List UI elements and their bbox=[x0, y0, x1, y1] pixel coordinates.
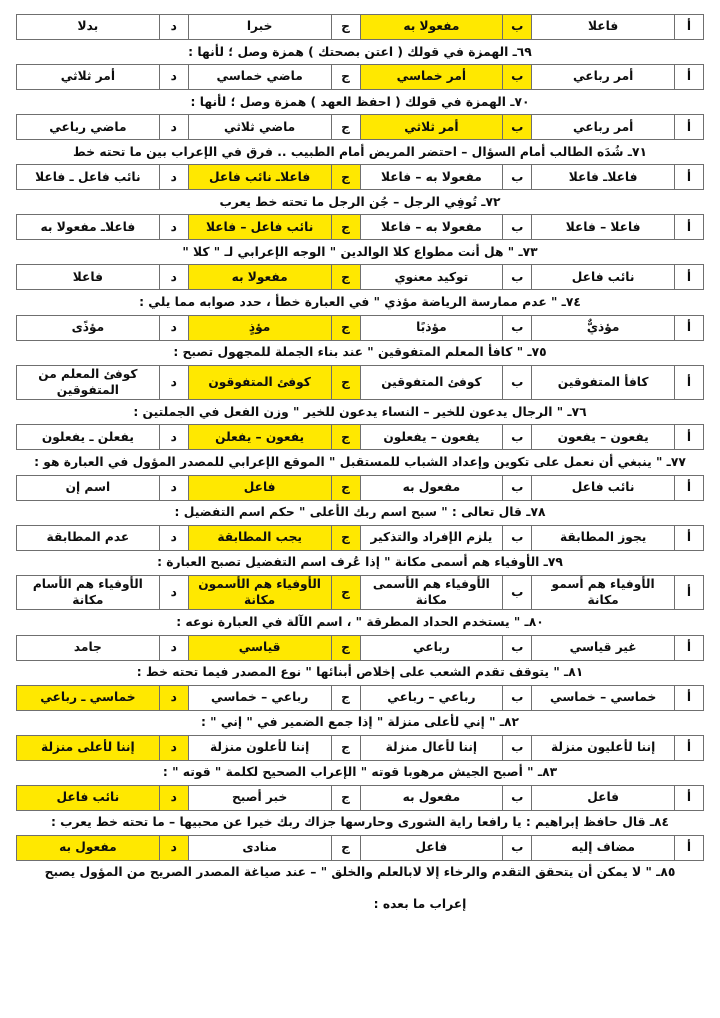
option-key-a: أ bbox=[675, 635, 704, 660]
options-table bbox=[16, 64, 704, 90]
option-value-a[interactable]: أمر رباعي bbox=[532, 65, 675, 90]
option-key-d: د bbox=[159, 475, 188, 500]
option-key-a: أ bbox=[675, 475, 704, 500]
table-row bbox=[17, 635, 704, 660]
question-block-73 bbox=[16, 240, 704, 290]
option-value-a[interactable]: أمر رباعي bbox=[532, 115, 675, 140]
option-value-d[interactable]: كوفئ المعلم من المتفوقين bbox=[17, 365, 160, 400]
option-value-b[interactable]: إننا لأعال منزلة bbox=[360, 735, 503, 760]
question-prompt: ٨٠ـ " يستخدم الحداد المطرقة " ، اسم الآلة في العبارة نوعه : bbox=[176, 614, 544, 629]
option-key-b: ب bbox=[503, 575, 532, 610]
question-block-81 bbox=[16, 661, 704, 711]
option-value-a[interactable]: يجوز المطابقة bbox=[532, 525, 675, 550]
question-block-72 bbox=[16, 190, 704, 240]
question-block-77 bbox=[16, 450, 704, 500]
option-key-d: د bbox=[159, 635, 188, 660]
question-block-69 bbox=[16, 40, 704, 90]
option-key-c: ج bbox=[331, 265, 360, 290]
option-value-a[interactable]: يفعون – يفعون bbox=[532, 425, 675, 450]
option-key-b: ب bbox=[503, 735, 532, 760]
option-value-d[interactable]: اسم إن bbox=[17, 475, 160, 500]
question-prompt: ٧١ـ شُدَه الطالب أمام السؤال – احتضر المريض أمام الطبيب .. فرق في الإعراب بين ما تحته خط bbox=[73, 144, 647, 159]
option-value-b[interactable]: مؤذبًا bbox=[360, 315, 503, 340]
option-value-b[interactable]: رباعي bbox=[360, 635, 503, 660]
question-prompt: ٨٤ـ قال حافظ إبراهيم : يا رافعا راية الشورى وحارسها جزاك ربك خيرا عن محبيها – ما تحته خط يعرب : bbox=[50, 815, 670, 830]
question-prompt: ٨٣ـ " أصبح الجيش مرهوبا قوته " الإعراب الصحيح لكلمة " قوته " : bbox=[162, 765, 558, 780]
option-key-c: ج bbox=[331, 735, 360, 760]
option-value-b[interactable]: مفعولا به bbox=[360, 15, 503, 40]
table-row bbox=[17, 115, 704, 140]
options-table bbox=[16, 475, 704, 501]
question-block-75 bbox=[16, 341, 704, 401]
option-key-a: أ bbox=[675, 525, 704, 550]
option-value-d[interactable]: فاعلا bbox=[17, 265, 160, 290]
table-row bbox=[17, 365, 704, 400]
option-value-b[interactable]: مفعولا به – فاعلا bbox=[360, 165, 503, 190]
option-value-b[interactable]: يفعون – يفعلون bbox=[360, 425, 503, 450]
option-value-a[interactable]: خماسي – خماسي bbox=[532, 685, 675, 710]
table-row bbox=[17, 425, 704, 450]
option-key-c: ج bbox=[331, 785, 360, 810]
question-prompt: ٧٠ـ الهمزة في قولك ( احفظ العهد ) همزة وصل ؛ لأنها : bbox=[190, 94, 530, 109]
options-table bbox=[16, 575, 704, 611]
option-value-b[interactable]: مفعولا به – فاعلا bbox=[360, 215, 503, 240]
option-value-d[interactable]: مؤذًى bbox=[17, 315, 160, 340]
table-row bbox=[17, 835, 704, 860]
option-value-d[interactable]: بدلا bbox=[17, 15, 160, 40]
table-row bbox=[17, 525, 704, 550]
question-block-74 bbox=[16, 290, 704, 340]
option-key-c: ج bbox=[331, 215, 360, 240]
option-value-d[interactable]: نائب فاعل bbox=[17, 785, 160, 810]
option-key-a: أ bbox=[675, 315, 704, 340]
option-key-b: ب bbox=[503, 65, 532, 90]
question-block-76 bbox=[16, 400, 704, 450]
option-value-d[interactable]: عدم المطابقة bbox=[17, 525, 160, 550]
option-value-b[interactable]: يلزم الإفراد والتذكير bbox=[360, 525, 503, 550]
question-prompt: ٨٢ـ " إني لأعلى منزلة " إذا جمع الضمير في " إني " : bbox=[200, 715, 520, 730]
options-table bbox=[16, 14, 704, 40]
question-block-84 bbox=[16, 811, 704, 861]
option-key-b: ب bbox=[503, 215, 532, 240]
option-value-b[interactable]: رباعي – رباعي bbox=[360, 685, 503, 710]
table-row bbox=[17, 785, 704, 810]
option-key-d: د bbox=[159, 735, 188, 760]
question-block-78 bbox=[16, 501, 704, 551]
option-value-d[interactable]: جامد bbox=[17, 635, 160, 660]
option-key-d: د bbox=[159, 575, 188, 610]
options-table bbox=[16, 315, 704, 341]
option-key-d: د bbox=[159, 65, 188, 90]
question-prompt: ٧٨ـ قال تعالى : " سبح اسم ربك الأعلى " حكم اسم التفضيل : bbox=[174, 505, 546, 520]
option-value-c[interactable]: نائب فاعل – فاعلا bbox=[188, 215, 331, 240]
option-value-b[interactable]: أمر خماسي bbox=[360, 65, 503, 90]
option-key-b: ب bbox=[503, 265, 532, 290]
option-key-c: ج bbox=[331, 575, 360, 610]
option-key-b: ب bbox=[503, 165, 532, 190]
option-value-b[interactable]: أمر ثلاثي bbox=[360, 115, 503, 140]
option-value-c[interactable]: الأوفياء هم الأسمون مكانة bbox=[188, 575, 331, 610]
option-key-c: ج bbox=[331, 65, 360, 90]
question-prompt: ٧٣ـ " هل أنت مطواع كلا الوالدين " الوجه الإعرابي لـ " كلا " bbox=[182, 244, 538, 259]
option-key-d: د bbox=[159, 165, 188, 190]
option-value-a[interactable]: كافأ المتفوقين bbox=[532, 365, 675, 400]
options-table bbox=[16, 635, 704, 661]
option-key-a: أ bbox=[675, 735, 704, 760]
option-value-b[interactable]: كوفئ المتفوقين bbox=[360, 365, 503, 400]
table-row bbox=[17, 735, 704, 760]
option-key-b: ب bbox=[503, 785, 532, 810]
option-key-c: ج bbox=[331, 365, 360, 400]
option-value-a[interactable]: نائب فاعل bbox=[532, 475, 675, 500]
option-key-b: ب bbox=[503, 365, 532, 400]
option-key-d: د bbox=[159, 315, 188, 340]
options-table bbox=[16, 214, 704, 240]
table-row bbox=[17, 265, 704, 290]
question-prompt: ٧٩ـ الأوفياء هم أسمى مكانة " إذا عُرف اسم التفضيل تصبح العبارة : bbox=[157, 555, 563, 570]
table-row bbox=[17, 65, 704, 90]
option-value-b[interactable]: مفعول به bbox=[360, 475, 503, 500]
option-value-c[interactable]: خبرا bbox=[188, 15, 331, 40]
option-value-b[interactable]: مفعول به bbox=[360, 785, 503, 810]
option-value-c[interactable]: كوفئ المتفوقون bbox=[188, 365, 331, 400]
options-table bbox=[16, 525, 704, 551]
options-table bbox=[16, 685, 704, 711]
option-key-d: د bbox=[159, 785, 188, 810]
question-block-70 bbox=[16, 90, 704, 140]
option-value-b[interactable]: فاعل bbox=[360, 835, 503, 860]
option-key-c: ج bbox=[331, 685, 360, 710]
option-key-c: ج bbox=[331, 475, 360, 500]
option-key-a: أ bbox=[675, 785, 704, 810]
option-value-a[interactable]: غير قياسي bbox=[532, 635, 675, 660]
option-key-d: د bbox=[159, 265, 188, 290]
table-row bbox=[17, 315, 704, 340]
option-key-a: أ bbox=[675, 365, 704, 400]
option-key-c: ج bbox=[331, 165, 360, 190]
question-prompt: ٨١ـ " يتوقف تقدم الشعب على إخلاص أبنائها " نوع المصدر فيما تحته خط : bbox=[136, 665, 584, 680]
option-key-c: ج bbox=[331, 315, 360, 340]
table-row bbox=[17, 165, 704, 190]
option-key-b: ب bbox=[503, 425, 532, 450]
option-key-b: ب bbox=[503, 115, 532, 140]
option-value-b[interactable]: الأوفياء هم الأسمى مكانة bbox=[360, 575, 503, 610]
options-table bbox=[16, 164, 704, 190]
option-value-d[interactable]: يفعلن ـ يفعلون bbox=[17, 425, 160, 450]
option-key-d: د bbox=[159, 685, 188, 710]
option-key-a: أ bbox=[675, 685, 704, 710]
question-prompt: ٧٦ـ " الرجال يدعون للخير – النساء يدعون للخير " وزن الفعل في الجملتين : bbox=[133, 404, 587, 419]
option-value-a[interactable]: مؤذيٌّ bbox=[532, 315, 675, 340]
option-key-c: ج bbox=[331, 15, 360, 40]
option-key-c: ج bbox=[331, 425, 360, 450]
question-prompt: ٧٥ـ " كافأ المعلم المتفوقين " عند بناء الجملة للمجهول تصبح : bbox=[173, 345, 547, 360]
question-block-0 bbox=[16, 14, 704, 40]
option-key-d: د bbox=[159, 115, 188, 140]
question-prompt: ٨٥ـ " لا يمكن أن يتحقق التقدم والرخاء إلا لابالعلم والخلق " – عند صياغة المصدر الصريح من المؤول يصبح bbox=[44, 865, 676, 880]
question-block-79 bbox=[16, 551, 704, 611]
option-value-c[interactable]: ماضي ثلاثي bbox=[188, 115, 331, 140]
option-value-a[interactable]: مضاف إليه bbox=[532, 835, 675, 860]
question-prompt: ٧٤ـ " عدم ممارسة الرياضة مؤذي " في العبارة خطأ ، حدد صوابه مما يلي : bbox=[139, 294, 581, 309]
question-block-85 bbox=[16, 861, 704, 911]
option-key-a: أ bbox=[675, 165, 704, 190]
options-table bbox=[16, 365, 704, 401]
question-prompt: ٦٩ـ الهمزة في قولك ( اعتن بصحتك ) همزة وصل ؛ لأنها : bbox=[188, 44, 532, 59]
options-table bbox=[16, 735, 704, 761]
option-value-d[interactable]: إننا لأعلى منزلة bbox=[17, 735, 160, 760]
option-value-c[interactable]: فاعل bbox=[188, 475, 331, 500]
option-value-b[interactable]: توكيد معنوي bbox=[360, 265, 503, 290]
question-prompt: ٧٢ـ تُوفِي الرجل – جُن الرجل ما تحته خط يعرب bbox=[219, 194, 501, 209]
option-value-a[interactable]: فاعلا – فاعلا bbox=[532, 215, 675, 240]
option-value-d[interactable]: خماسي ـ رباعي bbox=[17, 685, 160, 710]
option-value-c[interactable]: قياسي bbox=[188, 635, 331, 660]
option-key-b: ب bbox=[503, 525, 532, 550]
option-key-b: ب bbox=[503, 635, 532, 660]
option-value-c[interactable]: خبر أصبح bbox=[188, 785, 331, 810]
option-value-a[interactable]: فاعل bbox=[532, 785, 675, 810]
option-value-d[interactable]: أمر ثلاثي bbox=[17, 65, 160, 90]
option-key-a: أ bbox=[675, 265, 704, 290]
question-block-82 bbox=[16, 711, 704, 761]
question-prompt: ٧٧ـ " ينبغي أن نعمل على تكوين وإعداد الشباب للمستقبل " الموقع الإعرابي للمصدر المؤول في العبارة هو : bbox=[34, 454, 686, 469]
option-value-c[interactable]: منادى bbox=[188, 835, 331, 860]
option-key-a: أ bbox=[675, 115, 704, 140]
option-key-d: د bbox=[159, 365, 188, 400]
option-key-c: ج bbox=[331, 635, 360, 660]
option-key-b: ب bbox=[503, 835, 532, 860]
option-value-a[interactable]: إننا لأعليون منزلة bbox=[532, 735, 675, 760]
option-value-d[interactable]: الأوفياء هم الأسام مكانة bbox=[17, 575, 160, 610]
option-key-a: أ bbox=[675, 425, 704, 450]
option-value-c[interactable]: ماضي خماسي bbox=[188, 65, 331, 90]
option-key-d: د bbox=[159, 425, 188, 450]
options-table bbox=[16, 264, 704, 290]
option-key-c: ج bbox=[331, 115, 360, 140]
option-key-b: ب bbox=[503, 15, 532, 40]
options-table bbox=[16, 835, 704, 861]
option-value-d[interactable]: نائب فاعل ـ فاعلا bbox=[17, 165, 160, 190]
table-row bbox=[17, 475, 704, 500]
option-key-c: ج bbox=[331, 525, 360, 550]
options-table bbox=[16, 424, 704, 450]
options-table bbox=[16, 114, 704, 140]
option-key-b: ب bbox=[503, 475, 532, 500]
option-value-a[interactable]: فاعلاـ فاعلا bbox=[532, 165, 675, 190]
option-key-a: أ bbox=[675, 835, 704, 860]
option-key-a: أ bbox=[675, 575, 704, 610]
option-key-c: ج bbox=[331, 835, 360, 860]
option-key-b: ب bbox=[503, 315, 532, 340]
option-value-d[interactable]: ماضي رباعي bbox=[17, 115, 160, 140]
option-key-b: ب bbox=[503, 685, 532, 710]
option-value-c[interactable]: يجب المطابقة bbox=[188, 525, 331, 550]
option-value-d[interactable]: مفعول به bbox=[17, 835, 160, 860]
option-value-c[interactable]: يفعون – يفعلن bbox=[188, 425, 331, 450]
question-prompt-continuation: إعراب ما بعده : bbox=[373, 897, 467, 912]
question-block-80 bbox=[16, 610, 704, 660]
option-value-a[interactable]: فاعلا bbox=[532, 15, 675, 40]
question-block-83 bbox=[16, 761, 704, 811]
table-row bbox=[17, 575, 704, 610]
option-key-d: د bbox=[159, 835, 188, 860]
option-value-a[interactable]: الأوفياء هم أسمو مكانة bbox=[532, 575, 675, 610]
table-row bbox=[17, 685, 704, 710]
option-value-c[interactable]: مفعولا به bbox=[188, 265, 331, 290]
option-key-d: د bbox=[159, 15, 188, 40]
option-value-d[interactable]: فاعلاـ مفعولا به bbox=[17, 215, 160, 240]
options-table bbox=[16, 785, 704, 811]
option-key-a: أ bbox=[675, 65, 704, 90]
option-key-d: د bbox=[159, 215, 188, 240]
table-row bbox=[17, 215, 704, 240]
option-key-a: أ bbox=[675, 215, 704, 240]
option-value-c[interactable]: رباعي – خماسي bbox=[188, 685, 331, 710]
table-row bbox=[17, 15, 704, 40]
question-block-71 bbox=[16, 140, 704, 190]
option-value-a[interactable]: نائب فاعل bbox=[532, 265, 675, 290]
option-key-a: أ bbox=[675, 15, 704, 40]
option-value-c[interactable]: مؤذٍ bbox=[188, 315, 331, 340]
option-value-c[interactable]: إننا لأعلون منزلة bbox=[188, 735, 331, 760]
option-key-d: د bbox=[159, 525, 188, 550]
option-value-c[interactable]: فاعلاـ نائب فاعل bbox=[188, 165, 331, 190]
